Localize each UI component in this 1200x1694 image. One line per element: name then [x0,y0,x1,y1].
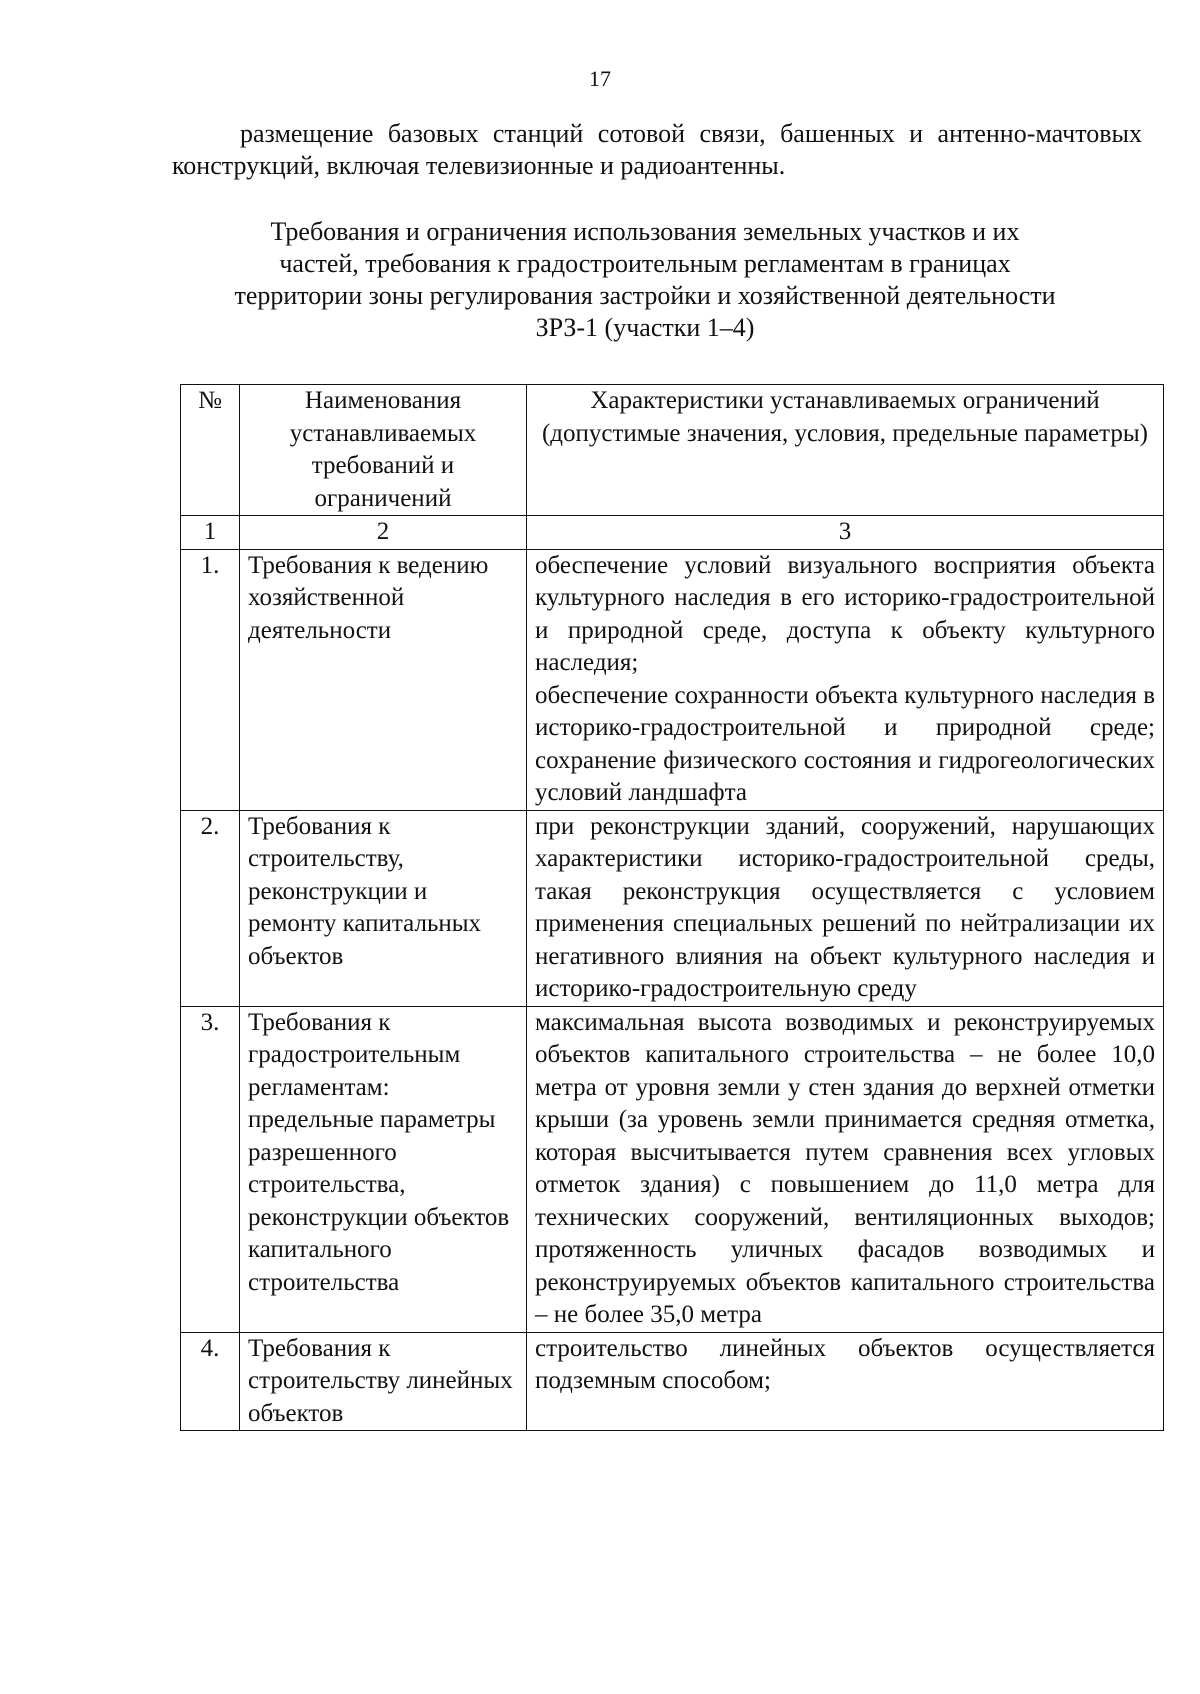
requirement-characteristics [527,1006,1164,1332]
header-characteristics: Характеристики устанавливаемых ограничений (допустимые значения, условия, предельные параметры) [527,385,1164,516]
table-header-row [181,385,1164,516]
characteristic-item: обеспечение условий визуального восприятия объекта культурного наследия в его историко-градостроительной и природной среде, доступа к объекту культурного наследия; [535,551,1155,676]
table-row [181,549,1164,810]
characteristic-item: при реконструкции зданий, сооружений, нарушающих характеристики историко-градостроительной среды, такая реконструкция осуществляется с условием применения специальных решений по нейтрализации их негативного влияния на объект культурного наследия и историко-градостроительную среду [535,812,1155,1002]
characteristic-item: строительство линейных объектов осуществляется подземным способом; [535,1334,1155,1394]
requirement-name: Требования к строительству линейных объектов [240,1332,527,1431]
header-number: № [181,385,240,516]
requirement-name: Требования к ведению хозяйственной деятельности [240,549,527,810]
row-number: 3. [181,1006,240,1332]
characteristic-item: обеспечение сохранности объекта культурного наследия в историко-градостроительной и природной среде; [535,681,1155,741]
characteristic-item: протяженность уличных фасадов возводимых и реконструируемых объектов капитального строительства – не более 35,0 метра [535,1236,1155,1328]
requirement-characteristics [527,810,1164,1006]
heading-line: территории зоны регулирования застройки и хозяйственной деятельности [234,281,1056,310]
heading-line: Требования и ограничения использования земельных участков и их [270,217,1020,246]
table-row [181,1332,1164,1431]
characteristic-item: максимальная высота возводимых и реконструируемых объектов капитального строительства – не более 10,0 метра от уровня земли у стен здания до верхней отметки крыши (за уровень земли принимается средняя отметка, которая высчитывается путем сравнения всех угловых отметок здания) с повышением до 11,0 метра для технических сооружений, вентиляционных выходов; [535,1008,1155,1231]
requirement-name: Требования к градостроительным регламентам: предельные параметры разрешенного строительства, реконструкции объектов капитального строительства [240,1006,527,1332]
column-number: 3 [527,516,1164,550]
table-row [181,1006,1164,1332]
intro-text: размещение базовых станций сотовой связи, башенных и антенно-мачтовых конструкций, включая телевизионные и радиоантенны. [172,119,1142,180]
column-number-row [181,516,1164,550]
requirement-name: Требования к строительству, реконструкции и ремонту капитальных объектов [240,810,527,1006]
heading-line: ЗРЗ-1 (участки 1–4) [535,313,755,342]
column-number: 2 [240,516,527,550]
row-number: 1. [181,549,240,810]
header-name: Наименования устанавливаемых требований и ограничений [240,385,527,516]
heading-line: частей, требования к градостроительным регламентам в границах [279,249,1011,278]
requirements-table [180,384,1164,1431]
column-number: 1 [181,516,240,550]
row-number: 2. [181,810,240,1006]
requirement-characteristics [527,549,1164,810]
section-heading [160,216,1130,344]
table-row [181,810,1164,1006]
row-number: 4. [181,1332,240,1431]
intro-paragraph [172,118,1142,182]
requirement-characteristics [527,1332,1164,1431]
characteristic-item: сохранение физического состояния и гидрогеологических условий ландшафта [535,746,1155,806]
page-number: 17 [589,66,611,91]
